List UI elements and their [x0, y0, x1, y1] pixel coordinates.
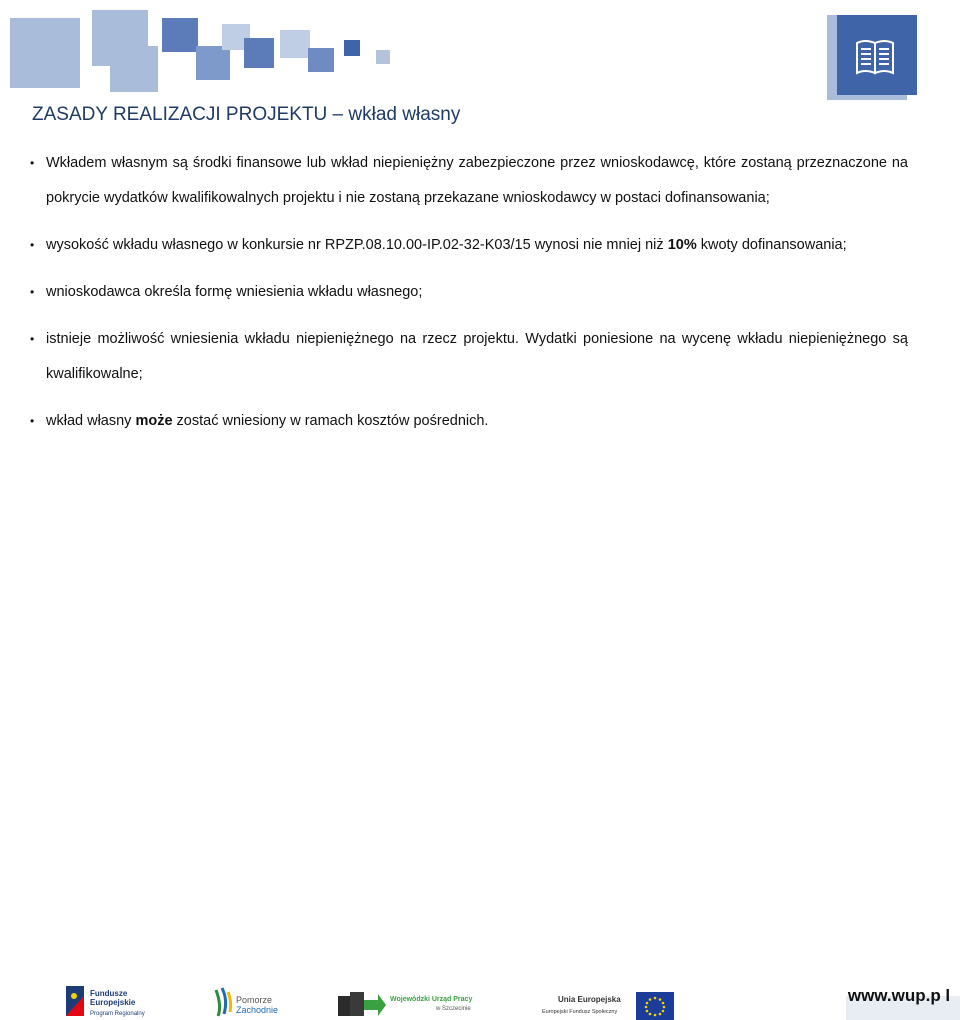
open-book-icon	[827, 15, 917, 101]
deco-square	[344, 40, 360, 56]
list-item	[30, 146, 908, 216]
page-title: ZASADY REALIZACJI PROJEKTU – wkład własny	[32, 104, 461, 125]
bullet-text: istnieje możliwość wniesienia wkładu niepieniężnego na rzecz projektu. Wydatki poniesione na wycenę wkładu niepieniężnego są kwalifikowalne;	[46, 331, 908, 382]
deco-square	[110, 46, 158, 92]
bullet-text: wysokość wkładu własnego w konkursie nr RPZP.08.10.00-IP.02-32-K03/15 wynosi nie mniej niż	[46, 237, 668, 253]
list-item	[30, 275, 908, 310]
logo-text: Fundusze	[90, 989, 128, 998]
deco-square	[376, 50, 390, 64]
deco-square	[280, 30, 310, 58]
deco-square	[308, 48, 334, 72]
logo-text: w Szczecinie	[436, 1006, 471, 1012]
logo-text: Program Regionalny	[90, 1011, 145, 1017]
website-link[interactable]: www.wup.p l	[847, 986, 951, 1005]
bullet-bold-text: 10%	[667, 237, 697, 253]
bullet-text: wkład własny	[46, 413, 136, 429]
bullet-text: kwoty dofinansowania;	[696, 237, 847, 253]
bullet-list	[30, 146, 908, 451]
bullet-text: wnioskodawca określa formę wniesienia wkładu własnego;	[46, 284, 423, 300]
logo-text: Unia Europejska	[558, 995, 621, 1004]
bullet-text: Wkładem własnym są środki finansowe lub wkład niepieniężny zabezpieczone przez wnioskodawcę, które zostaną przeznaczone na pokrycie wydatków kwalifikowalnych projektu i nie zostaną przekazane wnioskodawcy w postaci dofinansowania;	[46, 155, 908, 206]
wup-logo	[336, 984, 482, 1020]
list-item	[30, 228, 908, 263]
logo-text: Europejski Fundusz Społeczny	[542, 1009, 618, 1015]
eu-flag-icon	[636, 992, 674, 1020]
fundusze-europejskie-logo	[66, 984, 162, 1020]
pomorze-zachodnie-logo	[212, 984, 282, 1020]
deco-square	[196, 46, 230, 80]
bullet-text: zostać wniesiony w ramach kosztów pośrednich.	[172, 413, 489, 429]
list-item	[30, 404, 908, 439]
deco-square	[10, 18, 80, 88]
logo-text: Europejskie	[90, 998, 136, 1007]
unia-europejska-logo	[538, 984, 678, 1020]
pomorze-emblem-icon	[212, 986, 234, 1018]
list-item	[30, 322, 908, 392]
wup-emblem-icon	[336, 988, 386, 1018]
logo-text: Wojewódzki Urząd Pracy	[390, 996, 473, 1003]
logo-text: Zachodnie	[236, 1005, 279, 1015]
deco-square	[244, 38, 274, 68]
footer	[0, 490, 960, 1017]
fe-flag-icon	[66, 986, 86, 1018]
deco-square	[162, 18, 198, 52]
bullet-bold-text: może	[135, 413, 173, 429]
logo-text: Pomorze	[236, 995, 273, 1005]
